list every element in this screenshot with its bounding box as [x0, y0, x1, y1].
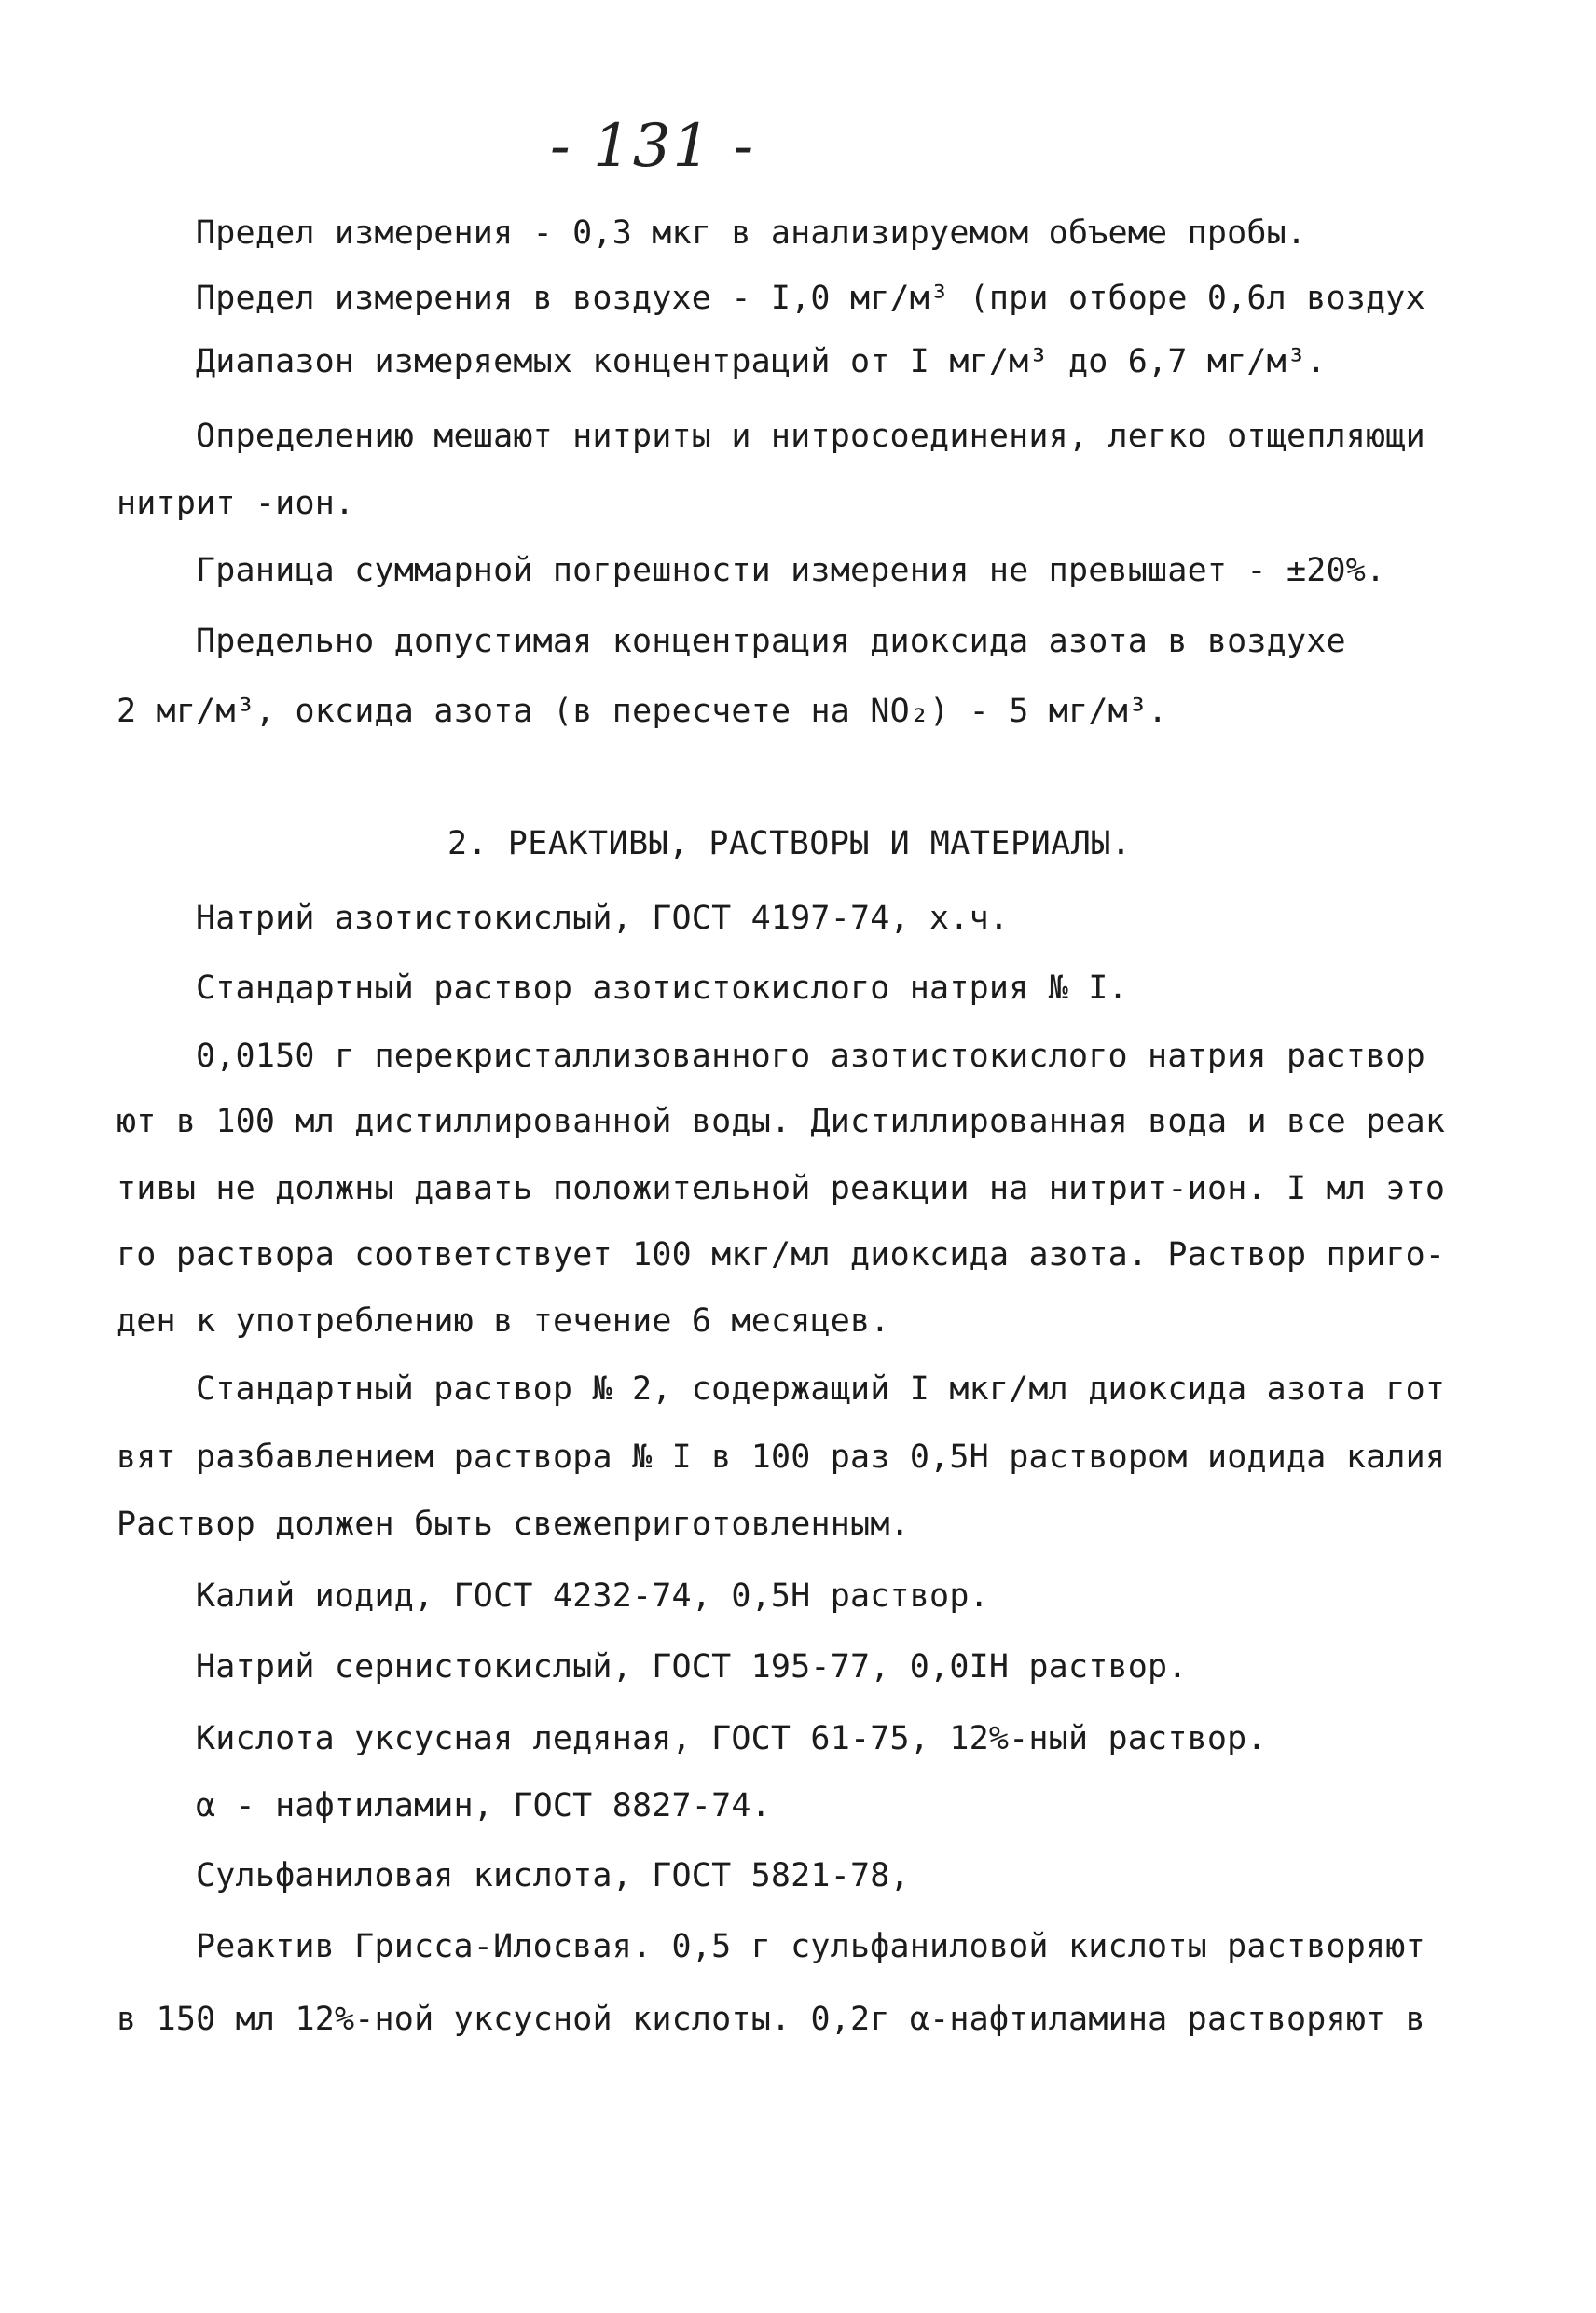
reagent-line: вят разбавлением раствора № I в 100 раз 0,5Н раствором иодида калия	[117, 1439, 1446, 1476]
paragraph-line: Определению мешают нитриты и нитросоединения, легко отщепляющи	[196, 418, 1425, 455]
reagent-line: Раствор должен быть свежеприготовленным.	[117, 1506, 910, 1543]
paragraph-line: Предельно допустимая концентрация диоксида азота в воздухе	[196, 623, 1346, 660]
paragraph-line: нитрит -ион.	[117, 485, 355, 522]
reagent-line: 0,0150 г перекристаллизованного азотистокислого натрия раствор	[196, 1038, 1425, 1075]
reagent-line: ден к употреблению в течение 6 месяцев.	[117, 1302, 890, 1340]
paragraph-line: Граница суммарной погрешности измерения не превышает - ±20%.	[196, 552, 1386, 589]
reagent-line: Натрий азотистокислый, ГОСТ 4197-74, х.ч.	[196, 900, 1010, 937]
reagent-line: в 150 мл 12%-ной уксусной кислоты. 0,2г α-нафтиламина растворяют в	[117, 2001, 1425, 2038]
page-number: - 131 -	[550, 112, 756, 181]
paragraph-line: Предел измерения в воздухе - I,0 мг/м³ (при отборе 0,6л воздух	[196, 280, 1425, 317]
reagent-line: тивы не должны давать положительной реакции на нитрит-ион. I мл это	[117, 1170, 1446, 1207]
paragraph-line: Предел измерения - 0,3 мкг в анализируемом объеме пробы.	[196, 214, 1307, 252]
reagent-line: Кислота уксусная ледяная, ГОСТ 61-75, 12%-ный раствор.	[196, 1720, 1267, 1757]
reagent-line: Натрий сернистокислый, ГОСТ 195-77, 0,0IН раствор.	[196, 1648, 1188, 1686]
reagent-line: Стандартный раствор азотистокислого натрия № I.	[196, 970, 1128, 1007]
reagent-line: го раствора соответствует 100 мкг/мл диоксида азота. Раствор приго-	[117, 1236, 1446, 1274]
reagent-line: Калий иодид, ГОСТ 4232-74, 0,5Н раствор.	[196, 1577, 989, 1615]
reagent-line: Сульфаниловая кислота, ГОСТ 5821-78,	[196, 1857, 910, 1894]
reagent-line: Реактив Грисса-Илосвая. 0,5 г сульфаниловой кислоты растворяют	[196, 1928, 1425, 1965]
section-heading: 2. РЕАКТИВЫ, РАСТВОРЫ И МАТЕРИАЛЫ.	[447, 825, 1132, 862]
reagent-line: α - нафтиламин, ГОСТ 8827-74.	[196, 1787, 771, 1824]
reagent-line: ют в 100 мл дистиллированной воды. Дистиллированная вода и все реак	[117, 1103, 1446, 1140]
paragraph-line: Диапазон измеряемых концентраций от I мг/м³ до 6,7 мг/м³.	[196, 343, 1327, 380]
paragraph-line: 2 мг/м³, оксида азота (в пересчете на NO₂) - 5 мг/м³.	[117, 693, 1168, 730]
reagent-line: Стандартный раствор № 2, содержащий I мкг/мл диоксида азота гот	[196, 1370, 1446, 1408]
